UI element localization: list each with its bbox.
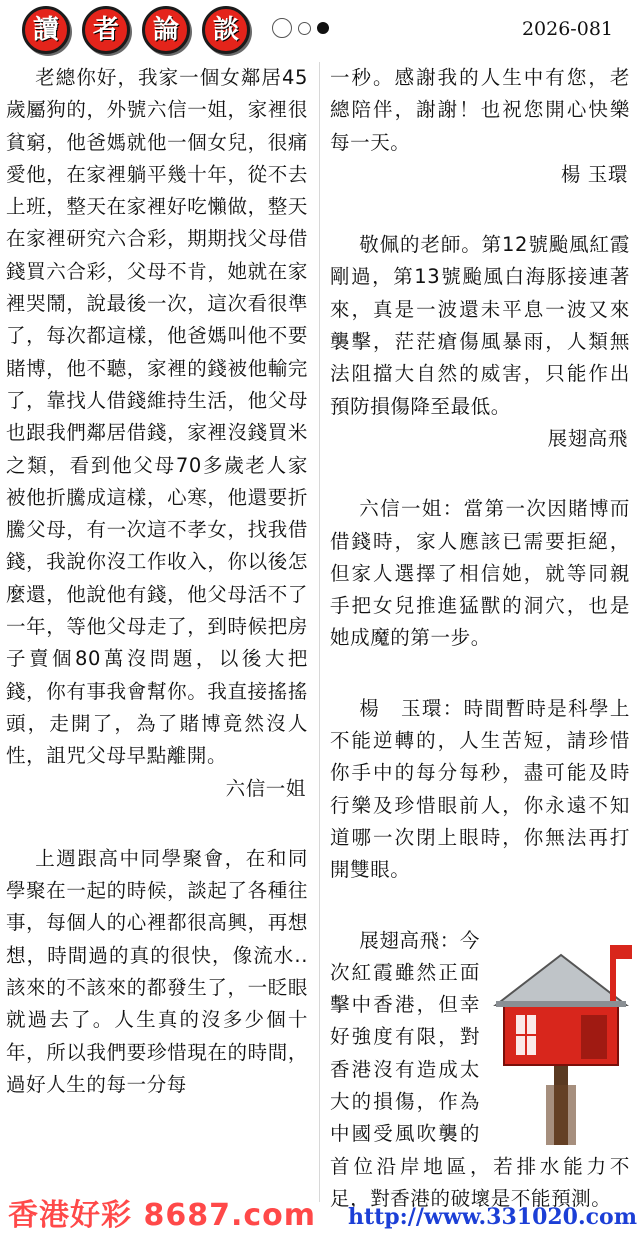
reply-body: 展翅高飛：今次紅霞雖然正面擊中香港，但幸好強度有限，對香港沒有造成太大的損傷，作為中國受風吹襲的首位沿岸地區，若排水能力不足，對香港的破壞是不能預測。 bbox=[330, 928, 630, 1210]
watermark-left: 香港好彩 8687.com bbox=[8, 1198, 316, 1233]
letter-body: 一秒。感謝我的人生中有您，老總陪伴，謝謝！也祝您開心快樂每一天。 bbox=[330, 66, 630, 154]
column-divider bbox=[319, 62, 320, 1202]
title-char-3: 論 bbox=[152, 15, 179, 45]
filled-circle-icon bbox=[317, 22, 329, 34]
title-badge-2 bbox=[82, 6, 130, 54]
left-column bbox=[6, 62, 308, 1101]
title-char-4: 談 bbox=[212, 15, 239, 45]
letter-signature: 展翅高飛 bbox=[547, 426, 628, 450]
title-badge-3 bbox=[142, 6, 190, 54]
right-column bbox=[330, 62, 630, 1215]
letter-body: 老總你好，我家一個女鄰居45歲屬狗的，外號六信一姐，家裡很貧窮，他爸媽就他一個女兒，很痛愛他，在家裡躺平幾十年，從不去上班，整天在家裡好吃懶做，整天在家裡研究六合彩，期期找父母借錢買六合彩，父母不肯，她就在家裡哭鬧，說最後一次，這次看很準了，每次都這樣，他爸媽叫他不要賭博，他不聽，家裡的錢被他輸完了，靠找人借錢維持生活，他父母也跟我們鄰居借錢，家裡沒錢買米之類，看到他父母70多歲老人家被他折騰成這樣，心寒，他還要折騰父母，有一次這不孝女，找我借錢，我說你沒工作收入，你以後怎麼還，他說他有錢，他父母活不了一年，等他父母走了，到時候把房子賣個80萬沒問題，以後大把錢，你有事我會幫你。我直接搖搖頭，走開了，為了賭博竟然沒人性，詛咒父母早點離開。 bbox=[6, 66, 308, 768]
hollow-circle-icon bbox=[272, 18, 292, 38]
letter-signature: 六信一姐 bbox=[225, 776, 306, 800]
title-char-1: 讀 bbox=[32, 15, 59, 45]
reply-body: 楊 玉環：時間暫時是科學上不能逆轉的，人生苦短，請珍惜你手中的每分每秒，盡可能及時行樂及珍惜眼前人，你永遠不知道哪一次閉上眼時，你無法再打開雙眼。 bbox=[330, 696, 630, 882]
letter-body: 上週跟高中同學聚會，在和同學聚在一起的時候，談起了各種往事，每個人的心裡都很高興，再想想，時間過的真的很快，像流水..該來的不該來的都發生了，一眨眼就過去了。人生真的沒多少個十年，所以我們要珍惜現在的時間，過好人生的每一分每 bbox=[6, 846, 308, 1096]
issue-number: 2026-081 bbox=[521, 18, 613, 40]
red-mailbox-icon bbox=[486, 935, 636, 1145]
mailbox-illustration bbox=[486, 935, 636, 1145]
decor-dots bbox=[272, 17, 329, 39]
header bbox=[0, 0, 643, 58]
small-hollow-circle-icon bbox=[298, 22, 311, 35]
letter-signature: 楊 玉環 bbox=[560, 162, 628, 186]
title-badge-4 bbox=[202, 6, 250, 54]
watermark-url: http://www.331020.com bbox=[347, 1204, 637, 1230]
title-badge-1 bbox=[22, 6, 70, 54]
reply-body: 六信一姐：當第一次因賭博而借錢時，家人應該已需要拒絕，但家人選擇了相信她，就等同親手把女兒推進猛獸的洞穴，也是她成魔的第一步。 bbox=[330, 497, 630, 650]
letter-body: 敬佩的老師。第12號颱風紅霞剛過，第13號颱風白海豚接連著來，真是一波還未平息一波又來襲擊，茫茫瘡傷風暴雨，人類無法阻擋大自然的威害，只能作出預防損傷降至最低。 bbox=[330, 233, 630, 418]
title-char-2: 者 bbox=[92, 15, 119, 45]
